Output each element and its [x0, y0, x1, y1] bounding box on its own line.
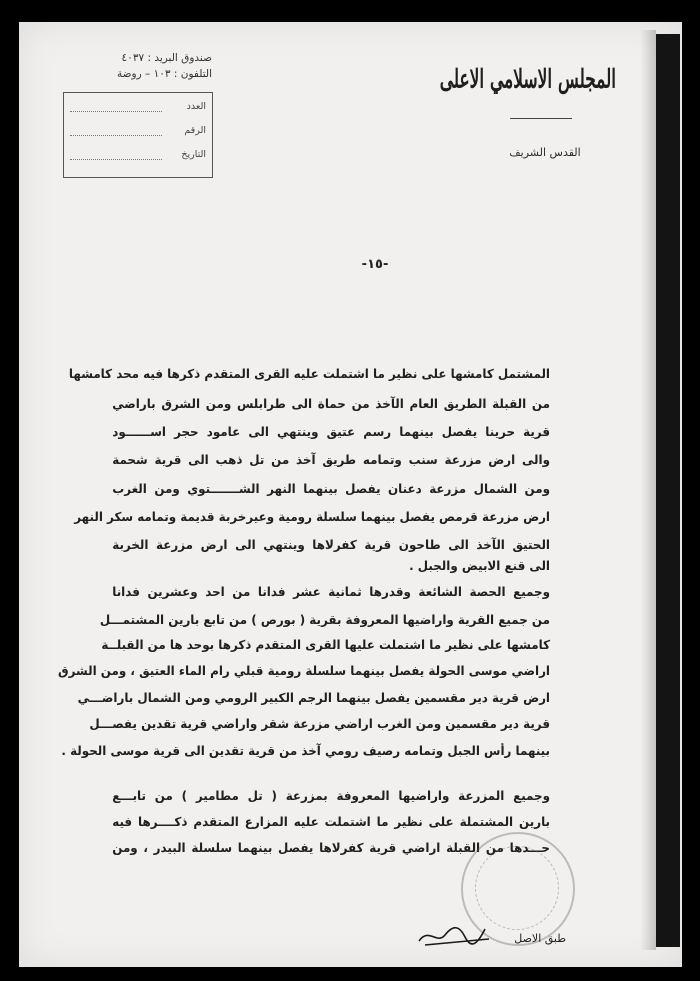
ref-code-row [70, 125, 206, 139]
body-line: اراضي موسى الحولة يفصل بينهما سلسلة رومية قبلي رام الماء العتيق ، ومن الشرق [57, 663, 551, 678]
body-line: كامشها على نظير ما اشتملت عليها القرى المتقدم ذكرها بوحد ها من القبلــة [101, 637, 551, 652]
body-line: وجميع الحصة الشائعة وقدرها ثمانية عشر فدانا من احد وعشرين فدانا [112, 584, 550, 599]
ref-code-line [70, 135, 162, 136]
logo-underline [510, 118, 572, 119]
body-line: الحتيق الآخذ الى طاحون قرية كفرلاها وينتهي الى ارض مزرعة الخربة [112, 537, 550, 552]
phone-line [86, 66, 212, 82]
organization-name: المجلس الاسلامي الاعلى [439, 65, 616, 95]
ref-date-label: التاريخ [181, 149, 206, 160]
ref-date-line [70, 159, 162, 160]
body-line: ومن الشمال مزرعة دعنان يفصل بينهما النهر الشـــــــتوي ومن الغرب [112, 481, 550, 496]
body-line: وجميع المزرعة واراضيها المعروفة بمزرعة ( تل مطامير ) من تابـــع [112, 788, 550, 803]
organization-logo [439, 60, 620, 106]
city-name: القدس الشريف [509, 146, 581, 159]
reference-box [63, 92, 213, 178]
body-line: ارض مزرعة قرمص يفصل بينهما سلسلة رومية وعيرخربة قديمة وتمامه سكر النهر [74, 509, 551, 524]
body-line: الى قنع الابيض والجبل . [409, 558, 550, 573]
ref-number-label: العدد [186, 101, 206, 112]
postal-info [86, 50, 212, 82]
page-shadow [640, 30, 656, 950]
body-line: ارض قرية دير مقسمين يفصل بينهما الرجم الكبير الرومي ومن الشمال باراضـــي [77, 690, 550, 705]
ref-number-line [70, 111, 162, 112]
signature-label: طبق الاصل [514, 932, 566, 945]
binding-edge [656, 34, 680, 947]
body-line: حـــدها من القبلة اراضي قرية كفرلاها يفصل بينهما سلسلة البيدر ، ومن [112, 840, 550, 855]
phone-label: التلفون [180, 68, 212, 80]
ref-number-row [70, 101, 206, 115]
body-line: قرية حرينا يفصل بينهما رسم عتيق وينتهي الى عامود حجر اســــــود [112, 424, 550, 439]
po-box: صندوق البريد : ٤٠٣٧ [121, 52, 212, 64]
body-line: والى ارض مزرعة سنب وتمامه طريق آخذ من تل ذهب الى قرية شحمة [112, 452, 550, 467]
body-line: بينهما رأس الجبل وتمامه رصيف رومي آخذ من قرية تقدين الى قرية موسى الحولة . [61, 743, 550, 758]
body-line: المشتمل كامشها على نظير ما اشتملت عليه القرى المتقدم ذكرها فيه محد كامشها [68, 366, 551, 381]
body-line: من جميع القرية واراضيها المعروفة بقرية ( بورص ) من تابع بارين المشتمـــل [99, 612, 550, 627]
body-line: بارين المشتملة على نظير ما اشتملت عليه المزارع المتقدم ذكــــرها فيه [112, 814, 550, 829]
body-line: قرية دير مقسمين ومن الغرب اراضي مزرعة شقر واراضي قرية تقدين يفصـــل [89, 716, 550, 731]
phone-value: : ١٠٣ – روضة [117, 68, 178, 80]
ref-code-label: الرقم [184, 125, 206, 136]
ref-date-row [70, 149, 206, 163]
body-line: من القبلة الطريق العام الآخذ من حماة الى طرابلس ومن الشرق باراضي [112, 396, 550, 411]
page-number: -١٥- [361, 257, 389, 272]
handwritten-signature [415, 915, 495, 951]
